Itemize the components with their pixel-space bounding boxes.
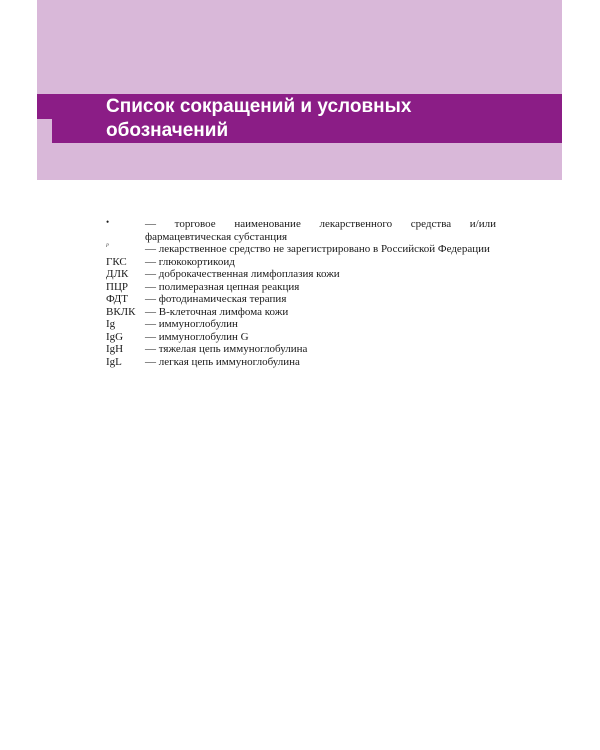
abbreviation-definition: — иммуноглобулин G <box>145 330 249 343</box>
page-title-line-2: обозначений <box>106 120 229 141</box>
abbreviation-row <box>106 243 496 256</box>
abbreviation-definition: — легкая цепь иммуноглобулина <box>145 355 300 368</box>
abbreviation-row <box>106 293 496 306</box>
page-title <box>106 95 526 143</box>
header-band <box>37 0 562 180</box>
abbreviation-term: ᵖ <box>106 241 109 250</box>
abbreviation-term: ДЛК <box>106 268 129 280</box>
abbreviation-row <box>106 306 496 319</box>
abbreviation-term: Ig <box>106 318 116 330</box>
abbreviation-row <box>106 218 496 243</box>
abbreviation-term: ГКС <box>106 255 127 268</box>
abbreviation-definition: — доброкачественная лимфоплазия кожи <box>145 268 340 280</box>
abbreviation-row <box>106 318 496 331</box>
abbreviation-definition: — торговое наименование лекарственного средства и/или фармацевтическая субстанция <box>145 218 496 243</box>
abbreviation-row <box>106 331 496 344</box>
abbreviation-term: ФДТ <box>106 293 128 305</box>
abbreviation-term: IgH <box>106 343 124 355</box>
abbreviation-definition: — полимеразная цепная реакция <box>145 280 300 293</box>
abbreviation-row <box>106 343 496 356</box>
abbreviation-list <box>106 218 496 368</box>
abbreviation-row <box>106 281 496 294</box>
abbreviation-definition: — лекарственное средство не зарегистрировано в Российской Федерации <box>145 243 490 255</box>
page-title-line-1: Список сокращений и условных <box>106 96 412 117</box>
abbreviation-definition: — В-клеточная лимфома кожи <box>145 305 289 318</box>
abbreviation-row <box>106 356 496 369</box>
abbreviation-definition: — иммуноглобулин <box>145 318 238 330</box>
abbreviation-term: IgG <box>106 330 124 343</box>
abbreviation-term: • <box>106 217 110 227</box>
abbreviation-term: ПЦР <box>106 280 129 293</box>
abbreviation-row <box>106 268 496 281</box>
abbreviation-term: IgL <box>106 355 122 368</box>
abbreviation-term: ВКЛК <box>106 305 136 318</box>
abbreviation-definition: — фотодинамическая терапия <box>145 293 287 305</box>
abbreviation-row <box>106 256 496 269</box>
abbreviation-definition: — глюкокортикоид <box>145 255 235 268</box>
abbreviation-definition: — тяжелая цепь иммуноглобулина <box>145 343 308 355</box>
